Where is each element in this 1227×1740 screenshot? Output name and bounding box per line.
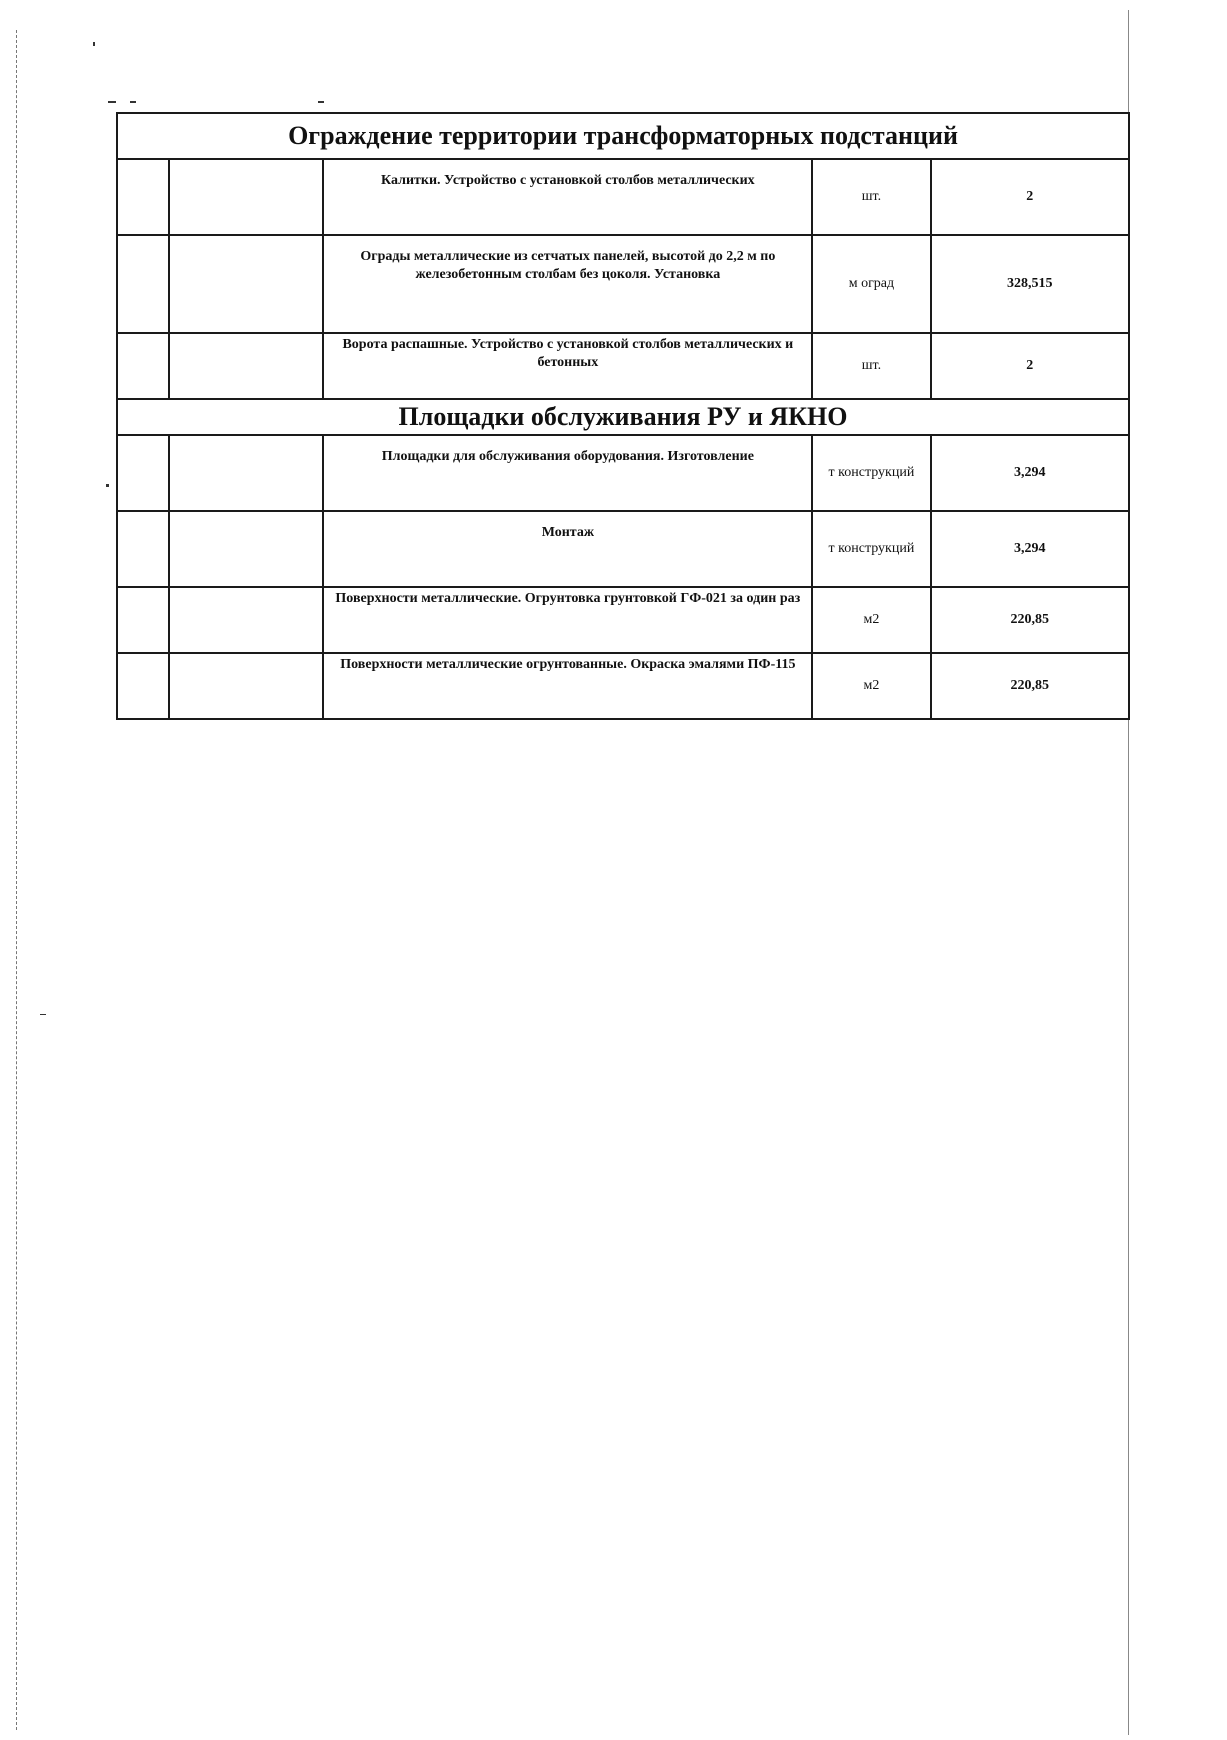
- table-row: [117, 333, 1129, 399]
- row-number-cell: [117, 511, 169, 587]
- table-row: [117, 587, 1129, 653]
- section-header-row: [117, 399, 1129, 435]
- unit-cell: т конструкций: [812, 511, 930, 587]
- row-number-cell: [117, 435, 169, 511]
- table-row: [117, 653, 1129, 719]
- work-name-cell: Ограды металлические из сетчатых панелей, высотой до 2,2 м по железобетонным столбам без цоколя. Установка: [323, 235, 812, 333]
- code-cell: [169, 653, 323, 719]
- work-name-cell: Площадки для обслуживания оборудования. Изготовление: [323, 435, 812, 511]
- row-number-cell: [117, 159, 169, 235]
- scan-speck: [40, 1014, 46, 1015]
- code-cell: [169, 235, 323, 333]
- row-number-cell: [117, 235, 169, 333]
- unit-cell: м оград: [812, 235, 930, 333]
- quantity-cell: 2: [931, 159, 1129, 235]
- code-cell: [169, 587, 323, 653]
- table-row: [117, 511, 1129, 587]
- work-name-cell: Ворота распашные. Устройство с установкой столбов металлических и бетонных: [323, 333, 812, 399]
- scan-speck: [108, 101, 116, 103]
- quantity-cell: 220,85: [931, 653, 1129, 719]
- quantity-cell: 3,294: [931, 511, 1129, 587]
- section-title: Ограждение территории трансформаторных подстанций: [117, 113, 1129, 159]
- scan-speck: [106, 484, 109, 487]
- scan-speck: [93, 42, 95, 46]
- section-header-row: [117, 113, 1129, 159]
- unit-cell: т конструкций: [812, 435, 930, 511]
- unit-cell: м2: [812, 653, 930, 719]
- unit-cell: м2: [812, 587, 930, 653]
- work-name-cell: Монтаж: [323, 511, 812, 587]
- quantity-cell: 220,85: [931, 587, 1129, 653]
- scan-edge-left: [16, 30, 17, 1730]
- code-cell: [169, 435, 323, 511]
- code-cell: [169, 511, 323, 587]
- work-name-cell: Калитки. Устройство с установкой столбов металлических: [323, 159, 812, 235]
- estimate-table: [116, 112, 1130, 720]
- work-name-cell: Поверхности металлические. Огрунтовка грунтовкой ГФ-021 за один раз: [323, 587, 812, 653]
- code-cell: [169, 159, 323, 235]
- section-title: Площадки обслуживания РУ и ЯКНО: [117, 399, 1129, 435]
- unit-cell: шт.: [812, 333, 930, 399]
- row-number-cell: [117, 653, 169, 719]
- work-name-cell: Поверхности металлические огрунтованные. Окраска эмалями ПФ-115: [323, 653, 812, 719]
- scan-speck: [318, 101, 324, 103]
- quantity-cell: 2: [931, 333, 1129, 399]
- code-cell: [169, 333, 323, 399]
- row-number-cell: [117, 333, 169, 399]
- quantity-cell: 328,515: [931, 235, 1129, 333]
- unit-cell: шт.: [812, 159, 930, 235]
- scan-speck: [130, 101, 136, 103]
- row-number-cell: [117, 587, 169, 653]
- table-row: [117, 159, 1129, 235]
- table-row: [117, 435, 1129, 511]
- quantity-cell: 3,294: [931, 435, 1129, 511]
- table-row: [117, 235, 1129, 333]
